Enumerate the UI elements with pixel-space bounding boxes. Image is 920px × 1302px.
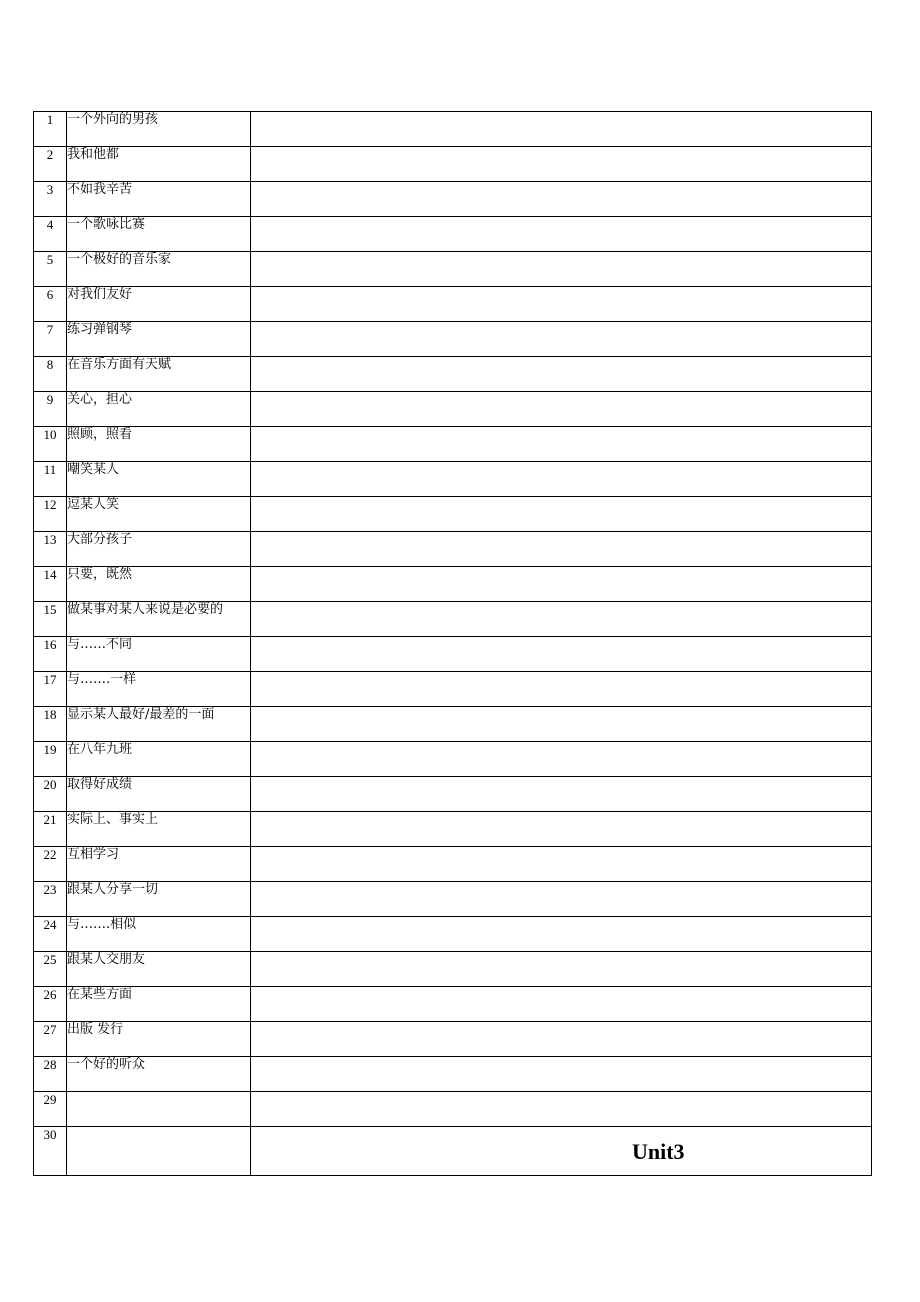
chinese-phrase: 练习弹钢琴 (67, 322, 251, 357)
table-row (34, 427, 872, 462)
chinese-phrase: 在音乐方面有天赋 (67, 357, 251, 392)
chinese-phrase: 在某些方面 (67, 987, 251, 1022)
row-number: 8 (34, 357, 67, 392)
row-number: 21 (34, 812, 67, 847)
row-number: 25 (34, 952, 67, 987)
answer-cell[interactable] (251, 882, 872, 917)
chinese-phrase (67, 1127, 251, 1176)
row-number: 11 (34, 462, 67, 497)
answer-cell[interactable] (251, 322, 872, 357)
answer-cell[interactable] (251, 497, 872, 532)
chinese-phrase: 我和他都 (67, 147, 251, 182)
row-number: 14 (34, 567, 67, 602)
vocab-table-body (34, 112, 872, 1176)
answer-cell[interactable] (251, 147, 872, 182)
row-number: 13 (34, 532, 67, 567)
chinese-phrase: 与…….相似 (67, 917, 251, 952)
answer-cell[interactable] (251, 1127, 872, 1176)
answer-cell[interactable] (251, 182, 872, 217)
table-row (34, 567, 872, 602)
answer-cell[interactable] (251, 1092, 872, 1127)
chinese-phrase: 关心，担心 (67, 392, 251, 427)
row-number: 15 (34, 602, 67, 637)
answer-cell[interactable] (251, 742, 872, 777)
chinese-phrase: 不如我辛苦 (67, 182, 251, 217)
answer-cell[interactable] (251, 917, 872, 952)
table-row (34, 672, 872, 707)
table-row (34, 217, 872, 252)
chinese-phrase: 对我们友好 (67, 287, 251, 322)
row-number: 5 (34, 252, 67, 287)
answer-cell[interactable] (251, 847, 872, 882)
chinese-phrase (67, 1092, 251, 1127)
chinese-phrase: 一个外向的男孩 (67, 112, 251, 147)
table-row (34, 322, 872, 357)
chinese-phrase: 做某事对某人来说是必要的 (67, 602, 251, 637)
table-row (34, 532, 872, 567)
table-row (34, 952, 872, 987)
table-row (34, 287, 872, 322)
answer-cell[interactable] (251, 462, 872, 497)
table-row (34, 252, 872, 287)
chinese-phrase: 跟某人分享一切 (67, 882, 251, 917)
table-row (34, 1127, 872, 1176)
table-row (34, 882, 872, 917)
answer-cell[interactable] (251, 637, 872, 672)
table-row (34, 357, 872, 392)
table-row (34, 847, 872, 882)
table-row (34, 1092, 872, 1127)
answer-cell[interactable] (251, 567, 872, 602)
chinese-phrase: 显示某人最好/最差的一面 (67, 707, 251, 742)
chinese-phrase: 一个歌咏比赛 (67, 217, 251, 252)
chinese-phrase: 在八年九班 (67, 742, 251, 777)
chinese-phrase: 一个好的听众 (67, 1057, 251, 1092)
chinese-phrase: 实际上、事实上 (67, 812, 251, 847)
row-number: 9 (34, 392, 67, 427)
row-number: 16 (34, 637, 67, 672)
answer-cell[interactable] (251, 1022, 872, 1057)
answer-cell[interactable] (251, 987, 872, 1022)
row-number: 19 (34, 742, 67, 777)
answer-cell[interactable] (251, 812, 872, 847)
vocab-table (33, 111, 872, 1176)
row-number: 20 (34, 777, 67, 812)
table-row (34, 602, 872, 637)
answer-cell[interactable] (251, 287, 872, 322)
answer-cell[interactable] (251, 252, 872, 287)
chinese-phrase: 取得好成绩 (67, 777, 251, 812)
table-row (34, 987, 872, 1022)
answer-cell[interactable] (251, 532, 872, 567)
unit-title: Unit3 (632, 1139, 685, 1164)
answer-cell[interactable] (251, 112, 872, 147)
row-number: 3 (34, 182, 67, 217)
row-number: 22 (34, 847, 67, 882)
row-number: 26 (34, 987, 67, 1022)
answer-cell[interactable] (251, 777, 872, 812)
row-number: 4 (34, 217, 67, 252)
row-number: 2 (34, 147, 67, 182)
chinese-phrase: 与…….一样 (67, 672, 251, 707)
row-number: 29 (34, 1092, 67, 1127)
chinese-phrase: 嘲笑某人 (67, 462, 251, 497)
row-number: 30 (34, 1127, 67, 1176)
answer-cell[interactable] (251, 392, 872, 427)
row-number: 24 (34, 917, 67, 952)
answer-cell[interactable] (251, 707, 872, 742)
table-row (34, 112, 872, 147)
table-row (34, 182, 872, 217)
answer-cell[interactable] (251, 1057, 872, 1092)
chinese-phrase: 跟某人交朋友 (67, 952, 251, 987)
row-number: 27 (34, 1022, 67, 1057)
answer-cell[interactable] (251, 357, 872, 392)
row-number: 18 (34, 707, 67, 742)
row-number: 12 (34, 497, 67, 532)
chinese-phrase: 互相学习 (67, 847, 251, 882)
table-row (34, 1022, 872, 1057)
table-row (34, 392, 872, 427)
row-number: 10 (34, 427, 67, 462)
answer-cell[interactable] (251, 217, 872, 252)
answer-cell[interactable] (251, 672, 872, 707)
row-number: 17 (34, 672, 67, 707)
chinese-phrase: 大部分孩子 (67, 532, 251, 567)
table-row (34, 707, 872, 742)
chinese-phrase: 逗某人笑 (67, 497, 251, 532)
table-row (34, 777, 872, 812)
chinese-phrase: 出版 发行 (67, 1022, 251, 1057)
table-row (34, 497, 872, 532)
table-row (34, 812, 872, 847)
row-number: 6 (34, 287, 67, 322)
table-row (34, 147, 872, 182)
answer-cell[interactable] (251, 952, 872, 987)
row-number: 1 (34, 112, 67, 147)
answer-cell[interactable] (251, 602, 872, 637)
row-number: 7 (34, 322, 67, 357)
table-row (34, 1057, 872, 1092)
chinese-phrase: 与……不同 (67, 637, 251, 672)
table-row (34, 462, 872, 497)
row-number: 28 (34, 1057, 67, 1092)
chinese-phrase: 一个极好的音乐家 (67, 252, 251, 287)
answer-cell[interactable] (251, 427, 872, 462)
table-row (34, 742, 872, 777)
row-number: 23 (34, 882, 67, 917)
table-row (34, 637, 872, 672)
chinese-phrase: 照顾，照看 (67, 427, 251, 462)
table-row (34, 917, 872, 952)
chinese-phrase: 只要，既然 (67, 567, 251, 602)
